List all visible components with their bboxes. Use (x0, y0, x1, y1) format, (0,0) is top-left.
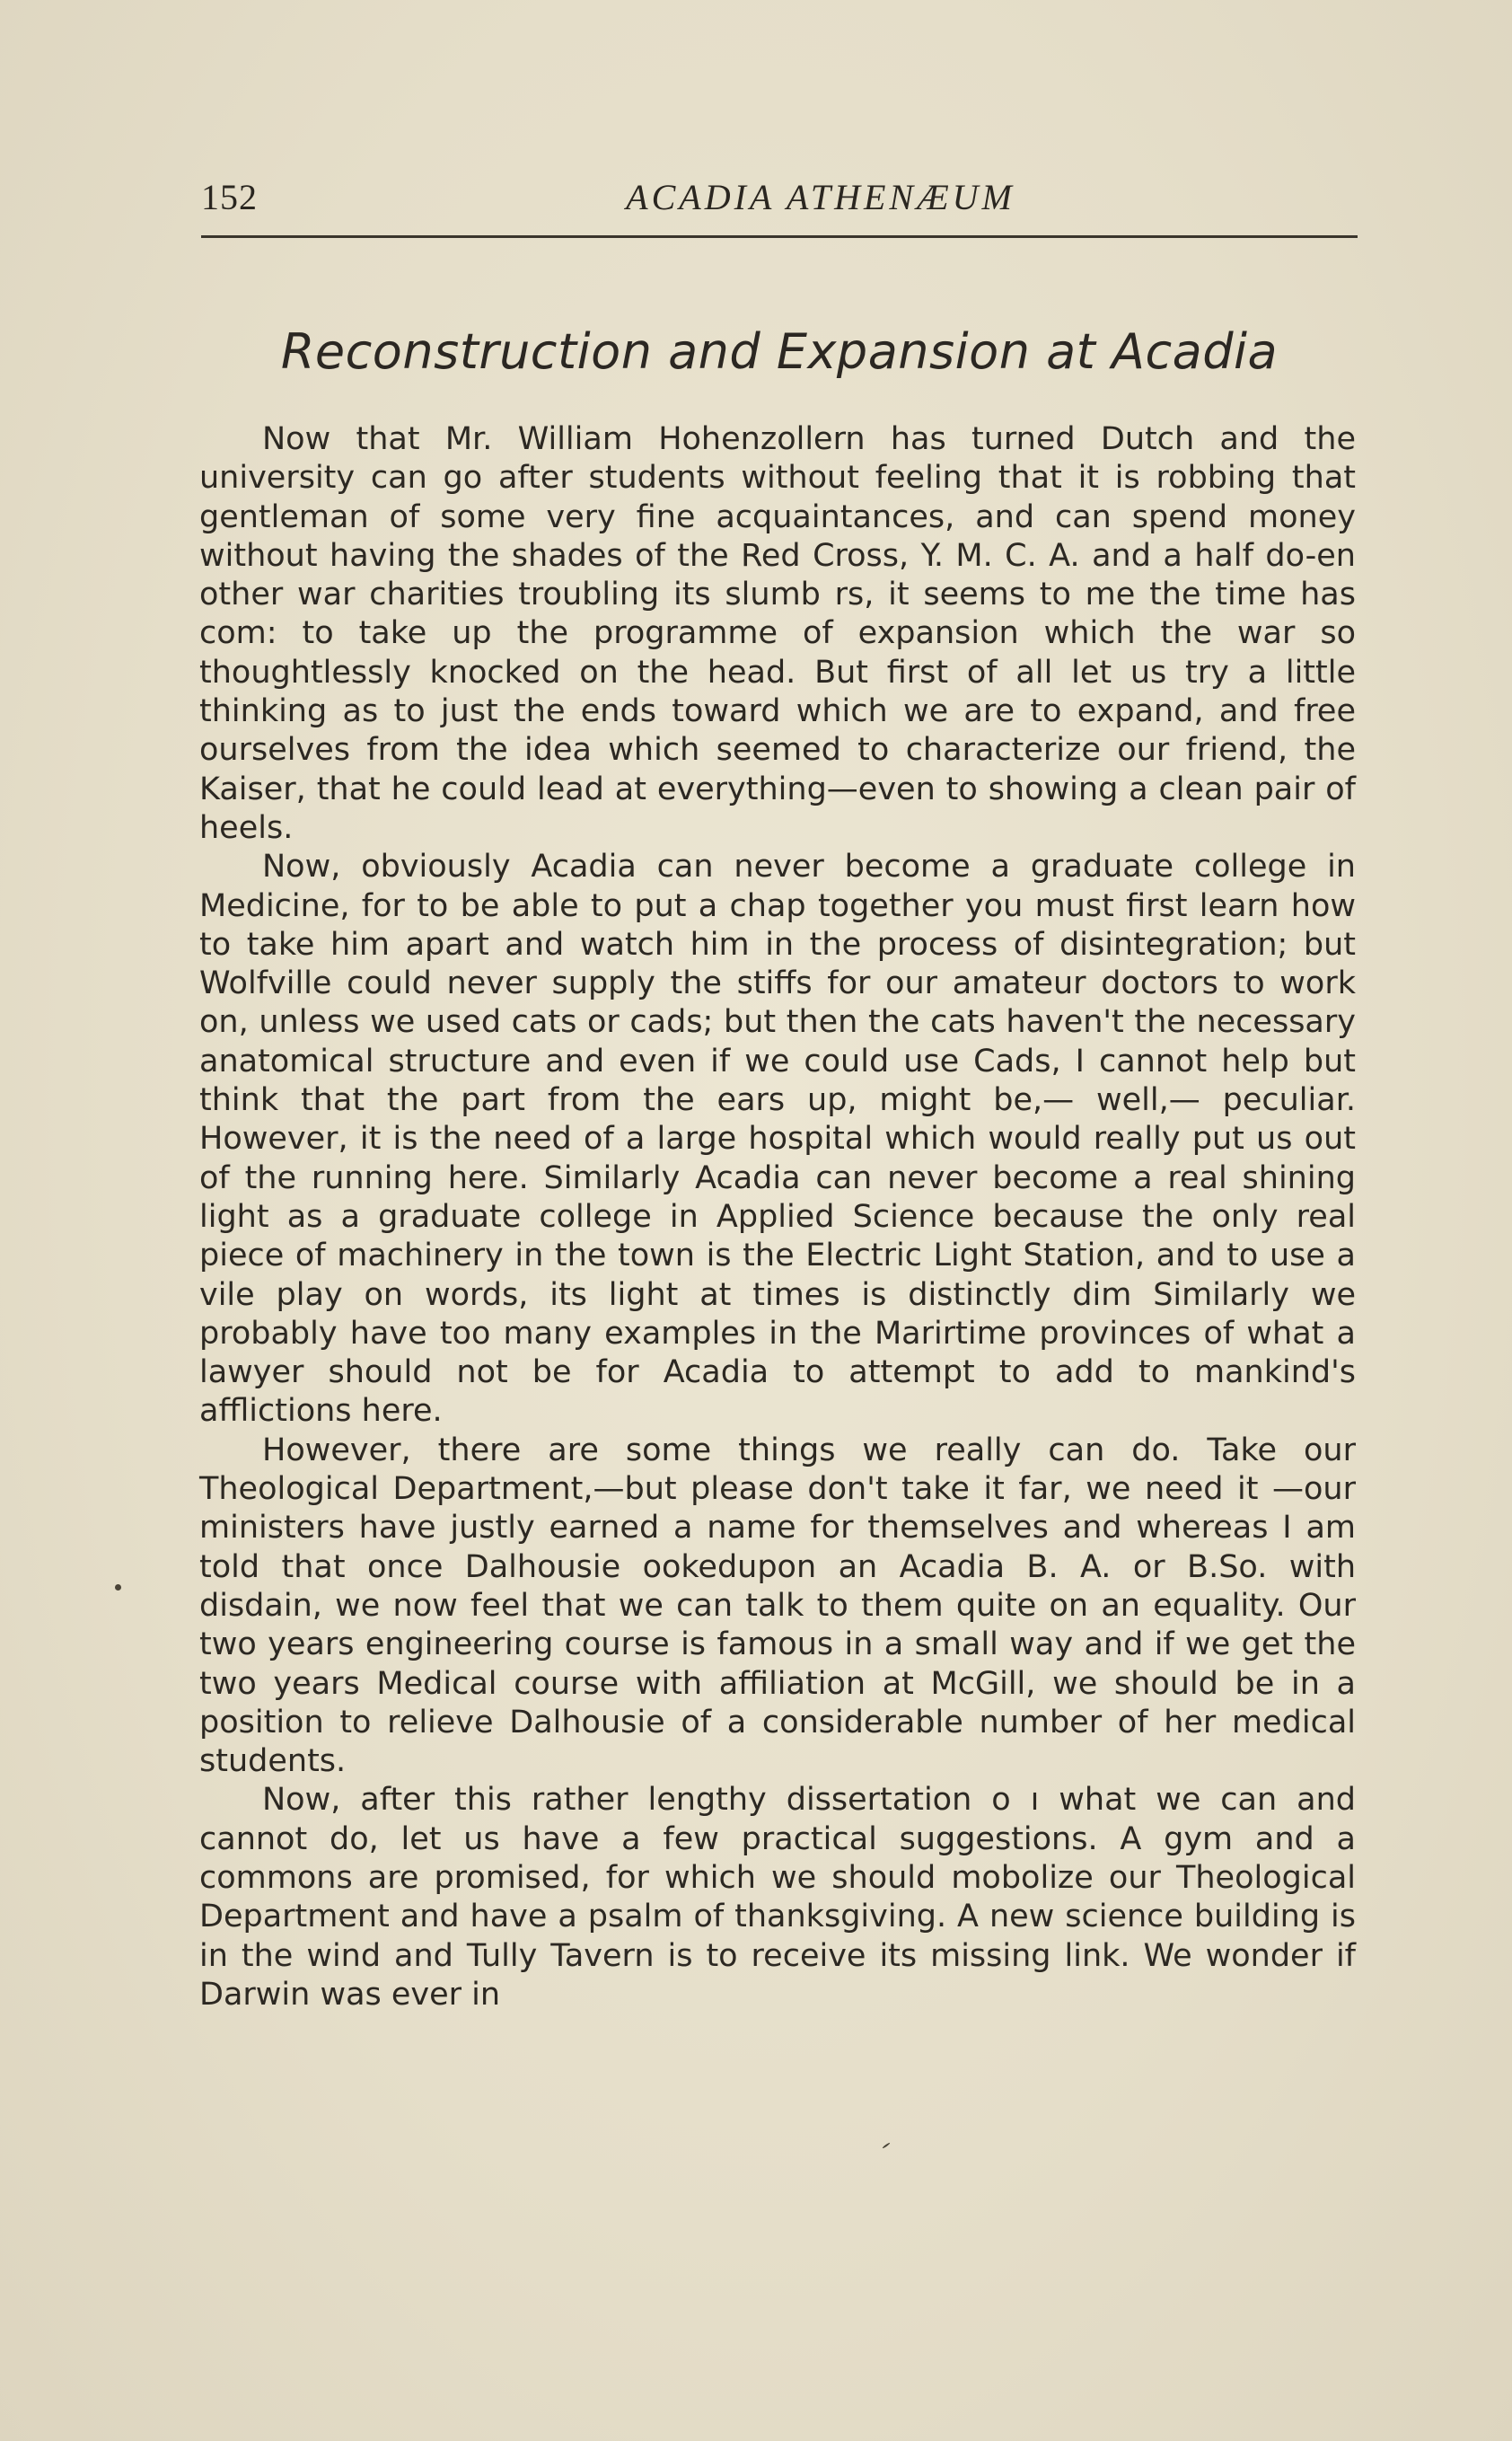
paragraph-2: Now, obviously Acadia can never become a graduate college in Medicine, for to be able to put a chap together you must first learn how to take him apart and watch him in the process of disintegration; but Wolfville could never supply the stiffs for our amateur doctors to work on, unless we used cats or cads; but then the cats haven't the necessary anatomical structure and even if we could use Cads, I cannot help but think that the part from the ears up, might be,— well,— peculiar. However, it is the need of a large hospital which would really put us out of the running here. Similarly Acadia can never become a real shining light as a graduate college in Applied Science because the only real piece of machinery in the town is the Electric Light Station, and to use a vile play on words, its light at times is distinctly dim Similarly we probably have too many examples in the Marirtime provinces of what a lawyer should not be for Acadia to attempt to add to mankind's afflictions here. (199, 849, 1356, 1430)
header-rule (201, 235, 1358, 238)
paragraph-4: Now, after this rather lengthy dissertation o ı what we can and cannot do, let us have a few practical suggestions. A gym and a commons are promised, for which we should mobolize our Theological Department and have a psalm of thanksgiving. A new science building is in the wind and Tully Tavern is to receive its missing link. We wonder if Darwin was ever in (199, 1782, 1356, 2013)
running-head (201, 176, 1358, 230)
paragraph-3: However, there are some things we really can do. Take our Theological Department,—but please don't take it far, we need it —our ministers have justly earned a name for themselves and whereas I am told that once Dalhousie ookedupon an Acadia B. A. or B.So. with disdain, we now feel that we can talk to them quite on an equality. Our two years engineering course is famous in a small way and if we get the two years Medical course with affiliation at McGill, we should be in a position to relieve Dalhousie of a considerable number of her medical students. (199, 1432, 1356, 1780)
article-title: Reconstruction and Expansion at Acadia (280, 323, 1279, 380)
ink-speck (115, 1584, 121, 1591)
ink-speck (882, 2142, 890, 2148)
article-body (199, 420, 1356, 2014)
page-number: 152 (201, 177, 258, 217)
journal-title: ACADIA ATHENÆUM (626, 177, 1015, 217)
paragraph-1: Now that Mr. William Hohenzollern has turned Dutch and the university can go after students without feeling that it is robbing that gentleman of some very fine acquaintances, and can spend money without having the shades of the Red Cross, Y. M. C. A. and a half do-en other war charities troubling its slumb rs, it seems to me the time has com: to take up the programme of expansion which the war so thoughtlessly knocked on the head. But first of all let us try a little thinking as to just the ends toward which we are to expand, and free ourselves from the idea which seemed to characterize our friend, the Kaiser, that he could lead at everything—even to showing a clean pair of heels. (199, 421, 1356, 846)
